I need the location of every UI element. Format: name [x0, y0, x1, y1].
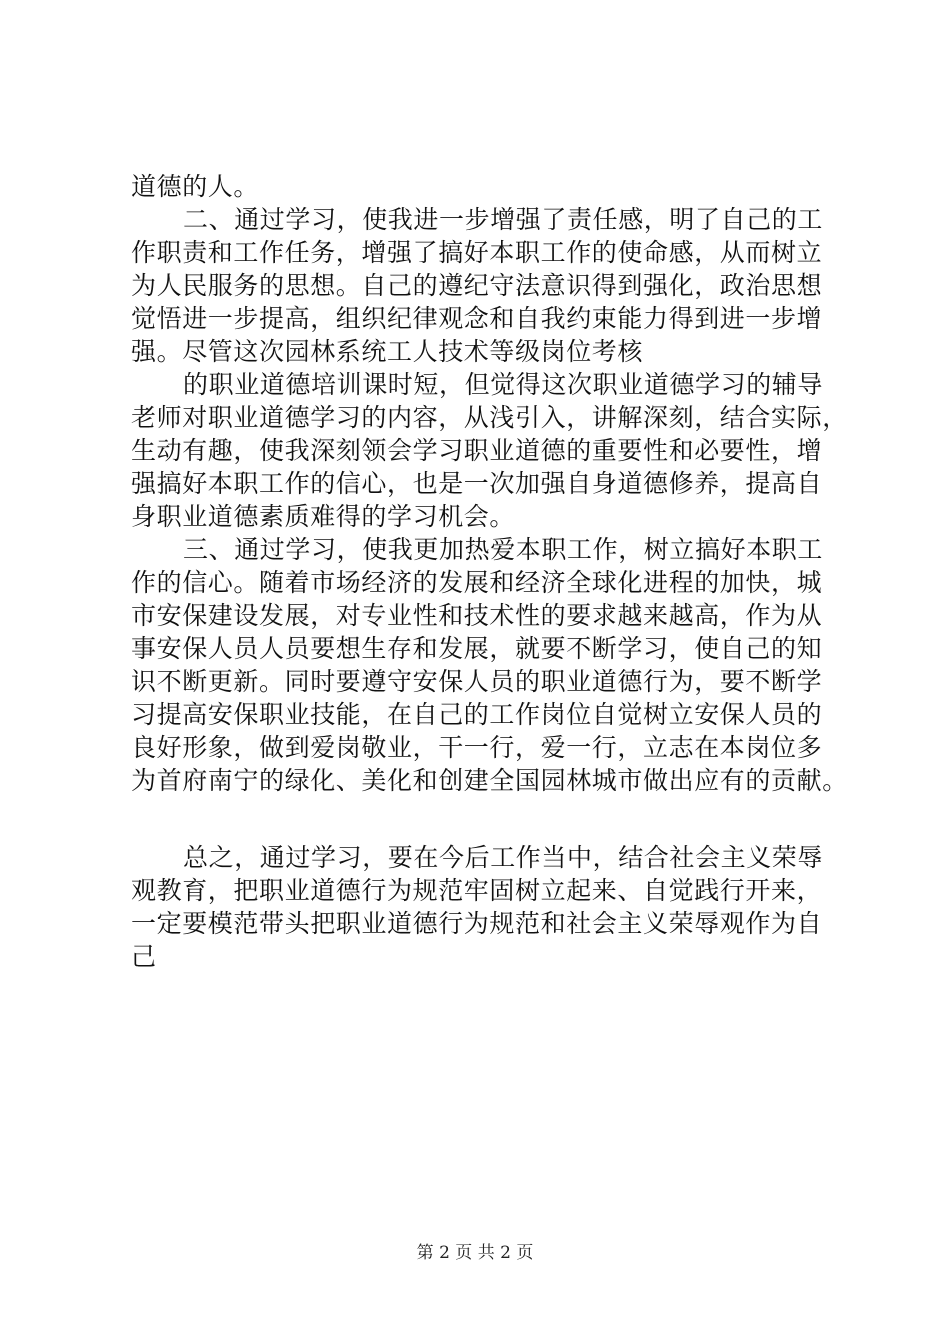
paragraph-two [131, 203, 831, 368]
text-line: 总之，通过学习，要在今后工作当中，结合社会主义荣辱 [183, 843, 824, 872]
text-line: 身职业道德素质难得的学习机会。 [131, 502, 516, 531]
paragraph-three [131, 533, 848, 797]
text-line: 强。尽管这次园林系统工人技术等级岗位考核 [131, 337, 644, 366]
paragraph-continuation [131, 170, 831, 203]
text-line: 作职责和工作任务，增强了搞好本职工作的使命感，从而树立 [131, 238, 823, 267]
paragraph-conclusion [131, 841, 831, 973]
document-body [131, 170, 848, 973]
text-line: 二、通过学习，使我进一步增强了责任感，明了自己的工 [183, 205, 824, 234]
text-line: 良好形象，做到爱岗敬业，干一行，爱一行，立志在本岗位多 [131, 733, 823, 762]
text-line: 强搞好本职工作的信心，也是一次加强自身道德修养，提高自 [131, 469, 823, 498]
text-line: 作的信心。随着市场经济的发展和经济全球化进程的加快，城 [131, 568, 823, 597]
text-line: 道德的人。 [131, 172, 260, 201]
text-line: 一定要模范带头把职业道德行为规范和社会主义荣辱观作为自 [131, 909, 823, 938]
paragraph-training [131, 368, 848, 533]
text-line: 观教育，把职业道德行为规范牢固树立起来、自觉践行开来， [131, 876, 823, 905]
text-line: 识不断更新。同时要遵守安保人员的职业道德行为，要不断学 [131, 667, 823, 696]
text-line: 事安保人员人员要想生存和发展，就要不断学习，使自己的知 [131, 634, 823, 663]
text-line: 市安保建设发展，对专业性和技术性的要求越来越高，作为从 [131, 601, 823, 630]
text-line: 己 [131, 942, 157, 971]
page-number-footer: 第 2 页 共 2 页 [416, 1243, 534, 1263]
text-line: 生动有趣，使我深刻领会学习职业道德的重要性和必要性，增 [131, 436, 823, 465]
text-line: 为首府南宁的绿化、美化和创建全国园林城市做出应有的贡献。 [131, 766, 848, 795]
text-line: 习提高安保职业技能，在自己的工作岗位自觉树立安保人员的 [131, 700, 823, 729]
text-line: 老师对职业道德学习的内容，从浅引入，讲解深刻，结合实际， [131, 403, 848, 432]
text-line: 觉悟进一步提高，组织纪律观念和自我约束能力得到进一步增 [131, 304, 823, 333]
paragraph-spacer [131, 797, 831, 841]
text-line: 的职业道德培训课时短，但觉得这次职业道德学习的辅导 [183, 370, 824, 399]
text-line: 为人民服务的思想。自己的遵纪守法意识得到强化，政治思想 [131, 271, 823, 300]
text-line: 三、通过学习，使我更加热爱本职工作，树立搞好本职工 [183, 535, 824, 564]
